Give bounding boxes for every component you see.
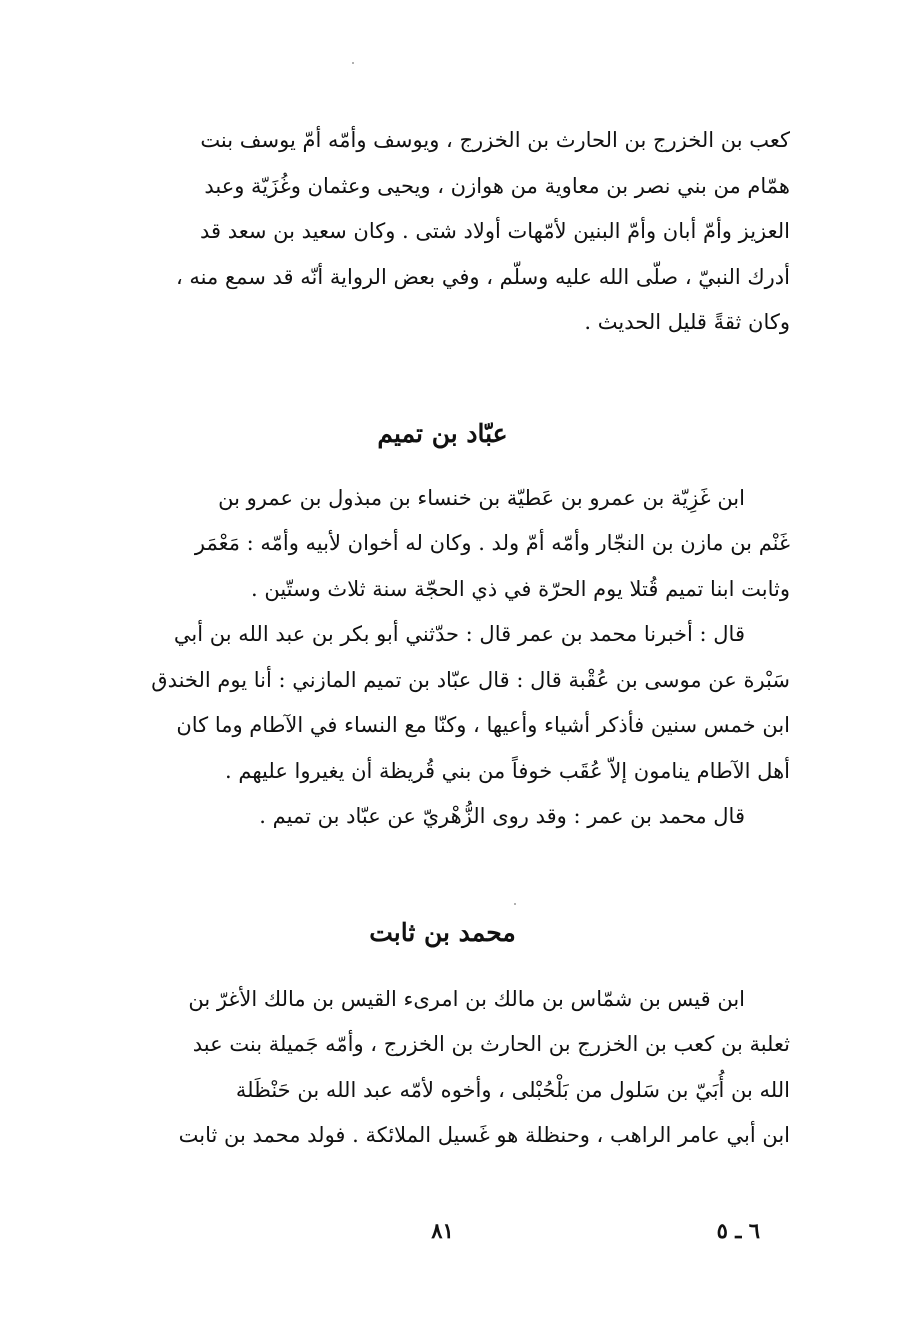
text-line: ثعلبة بن كعب بن الخزرج بن الحارث بن الخزرج ، وأمّه جَميلة بنت عبد	[192, 1032, 790, 1056]
text-line: سَبْرة عن موسى بن عُقْبة قال : قال عبّاد بن تميم المازني : أنا يوم الخندق	[151, 667, 790, 692]
paragraph-abbad-narration	[95, 612, 790, 794]
text-line: ابن أبي عامر الراهب ، وحنظلة هو غَسيل الملائكة . فولد محمد بن ثابت	[178, 1123, 790, 1147]
text-line: ابن خمس سنين فأذكر أشياء وأعيها ، وكنّا مع النساء في الآطام وما كان	[176, 713, 790, 737]
text-line: غَنْم بن مازن بن النجّار وأمّه أمّ ولد . وكان له أخوان لأبيه وأمّه : مَعْمَر	[194, 531, 790, 555]
section-heading-abbad: عبّاد بن تميم	[377, 418, 508, 448]
text-line: همّام من بني نصر بن معاوية من هوازن ، ويحيى وعثمان وغُزَيّة وعبد	[204, 173, 790, 198]
paragraph-abbad-lineage	[95, 476, 790, 613]
text-line: ابن غَزِيّة بن عمرو بن عَطيّة بن خنساء بن مبذول بن عمرو بن	[218, 485, 745, 510]
text-line: أدرك النبيّ ، صلّى الله عليه وسلّم ، وفي بعض الرواية أنّه قد سمع منه ،	[175, 264, 790, 289]
text-line: العزيز وأمّ أبان وأمّ البنين لأمّهات أولاد شتى . وكان سعيد بن سعد قد	[199, 219, 790, 243]
text-line: قال محمد بن عمر : وقد روى الزُّهْريّ عن عبّاد بن تميم .	[259, 804, 745, 828]
text-line: وثابت ابنا تميم قُتلا يوم الحرّة في ذي الحجّة سنة ثلاث وستّين .	[251, 576, 790, 601]
paragraph-intro	[95, 118, 790, 346]
paragraph-abbad-zuhri	[95, 794, 790, 840]
text-line: الله بن أُبَيّ بن سَلول من بَلْحُبْلى ، وأخوه لأمّه عبد الله بن حَنْظَلة	[235, 1077, 790, 1102]
text-line: كعب بن الخزرج بن الحارث بن الخزرج ، ويوسف وأمّه أمّ يوسف بنت	[200, 128, 790, 152]
text-line: ابن قيس بن شمّاس بن مالك بن امرىء القيس بن مالك الأغرّ بن	[188, 986, 745, 1011]
page-body	[95, 118, 790, 1159]
scan-speck	[514, 903, 516, 905]
page-number: ٨١	[431, 1218, 454, 1243]
section-heading-muhammad: محمد بن ثابت	[369, 917, 516, 947]
text-line: أهل الآطام ينامون إلاّ عُقَب خوفاً من بني قُريظة أن يغيروا عليهم .	[225, 758, 790, 783]
scan-speck	[352, 62, 354, 64]
signature-mark: ٦ ـ ٥	[716, 1218, 760, 1243]
text-line: وكان ثقةً قليل الحديث .	[584, 310, 790, 334]
text-line: قال : أخبرنا محمد بن عمر قال : حدّثني أبو بكر بن عبد الله بن أبي	[173, 622, 745, 646]
page-footer	[95, 1218, 790, 1248]
paragraph-muhammad-lineage	[95, 977, 790, 1159]
